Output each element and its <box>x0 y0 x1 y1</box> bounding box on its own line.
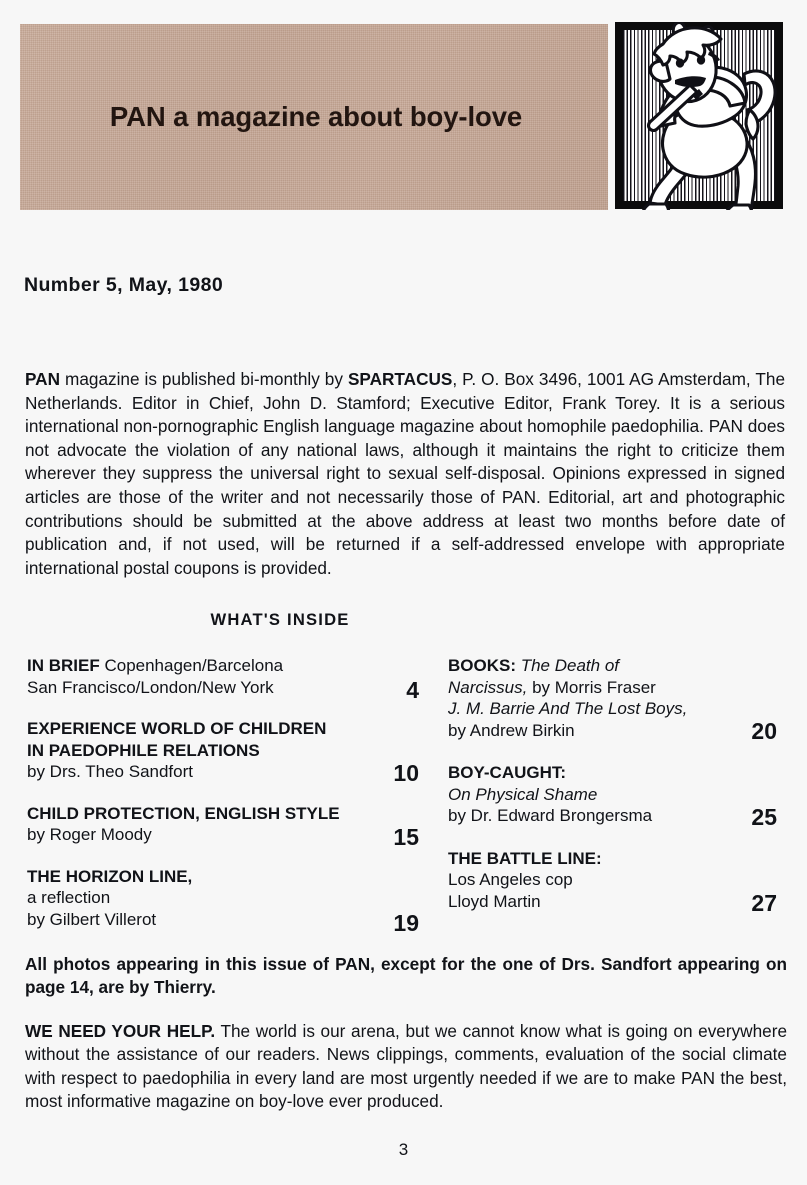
contents-entry-text: by Roger Moody <box>27 825 152 844</box>
contents-entry-italic: J. M. Barrie And The Lost Boys, <box>448 699 688 718</box>
contents-page-number: 10 <box>393 760 419 786</box>
page-number: 3 <box>398 1140 409 1159</box>
contents-entry-text: Los Angeles cop <box>448 870 573 889</box>
contents-left-column <box>27 655 417 950</box>
contents-entry-text: San Francisco/London/New York <box>27 677 274 697</box>
contents-page-number: 15 <box>393 823 419 850</box>
contents-entry-title: IN BRIEF <box>27 656 100 675</box>
colophon-publisher: SPARTACUS <box>347 369 453 389</box>
contents-entry-italic: The Death of <box>516 656 620 675</box>
contents-entry-title: IN PAEDOPHILE RELATIONS <box>27 740 260 760</box>
contents-entry-line <box>448 698 773 720</box>
masthead-banner <box>20 24 608 210</box>
contents-entry-text: Lloyd Martin <box>448 891 541 911</box>
issue-line: Number 5, May, 1980 <box>24 274 224 296</box>
contents-entry-line <box>27 887 417 909</box>
contents-page-number: 25 <box>751 804 777 830</box>
contents-entry[interactable] <box>27 655 419 703</box>
contents-entry-line <box>448 848 773 870</box>
contents-entry-title: BOOKS: <box>448 656 516 675</box>
contents-entry-line <box>448 762 773 784</box>
contents-entry-title: CHILD PROTECTION, ENGLISH STYLE <box>27 803 340 823</box>
contents-entry-text: by Andrew Birkin <box>448 720 575 740</box>
contents-entry-title: EXPERIENCE WORLD OF CHILDREN <box>27 719 327 738</box>
help-note-text: The world is our arena, but we cannot know what is going on everywhere without the assistance of our readers. News clippings, comments, evaluation of the social climate with respect to paedophilia in every land are most urgently needed if we are to make PAN the best, most informative magazine on boy-love ever produced. <box>25 1021 787 1112</box>
pan-satyr-flute-icon <box>623 30 775 201</box>
contents-entry-line <box>27 866 417 888</box>
colophon-text-1: magazine is published bi-monthly by <box>60 369 348 389</box>
contents-entry-line <box>27 803 417 825</box>
contents-entry-text: Copenhagen/Barcelona <box>99 656 284 675</box>
pan-logo-block <box>615 22 783 209</box>
help-note-bold: WE NEED YOUR HELP. <box>25 1021 216 1041</box>
contents-entry[interactable] <box>448 762 777 830</box>
photo-credit-note <box>25 953 787 1000</box>
contents-page-number: 20 <box>751 718 777 744</box>
contents-page-number: 4 <box>406 677 419 703</box>
contents-entry-line <box>448 677 773 699</box>
contents-heading: WHAT'S INSIDE <box>210 610 350 629</box>
contents-page-number: 27 <box>751 889 777 916</box>
contents-entry-line <box>27 718 417 740</box>
help-note <box>25 1020 787 1114</box>
contents-entry-italic: Narcissus, <box>448 677 528 697</box>
contents-page-number: 19 <box>393 909 419 936</box>
contents-entry-line <box>448 869 773 891</box>
contents-entry[interactable] <box>448 655 777 744</box>
contents-entry[interactable] <box>27 718 419 786</box>
contents-entry-title: BOY-CAUGHT: <box>448 763 567 782</box>
contents-entry-text: by Drs. Theo Sandfort <box>27 762 193 781</box>
contents-right-column <box>448 655 777 933</box>
contents-entry-title: THE BATTLE LINE: <box>448 848 602 868</box>
colophon-lead-bold: PAN <box>25 369 61 389</box>
table-of-contents <box>0 655 807 945</box>
contents-entry-line <box>448 784 773 806</box>
contents-entry-line <box>27 655 417 677</box>
photo-credit-text: All photos appearing in this issue of PAN, except for the one of Drs. Sandfort appearing on page 14, are by Thierry. <box>25 954 787 998</box>
contents-entry-text: by Morris Fraser <box>527 677 656 697</box>
contents-entry[interactable] <box>448 848 777 916</box>
contents-entry-text: a reflection <box>27 888 111 907</box>
colophon-paragraph <box>25 368 785 580</box>
contents-entry-line <box>27 740 417 762</box>
contents-entry-italic: On Physical Shame <box>448 784 598 804</box>
colophon-text-2: , P. O. Box 3496, 1001 AG Amsterdam, The Netherlands. Editor in Chief, John D. Stamford; Executive Editor, Frank Torey. It is a serious international non-pornographic English language magazine about homophile paedophilia. PAN does not advocate the violation of any national laws, although it maintains the right to criticize them wherever they suppress the universal right to sexual self-disposal. Opinions expressed in signed articles are those of the writer and not necessarily those of PAN. Editorial, art and photographic contributions should be submitted at the above address at least two months before date of publication and, if not used, will be returned if a self-addressed envelope with appropriate international postal coupons is provided. <box>25 369 786 578</box>
contents-entry[interactable] <box>27 866 419 936</box>
contents-entry-text: by Dr. Edward Brongersma <box>448 806 653 825</box>
contents-entry-title: THE HORIZON LINE, <box>27 866 193 886</box>
contents-entry-text: by Gilbert Villerot <box>27 909 157 929</box>
contents-entry[interactable] <box>27 803 419 850</box>
contents-entry-line <box>448 655 773 677</box>
masthead-title: PAN a magazine about boy-love <box>109 101 523 132</box>
